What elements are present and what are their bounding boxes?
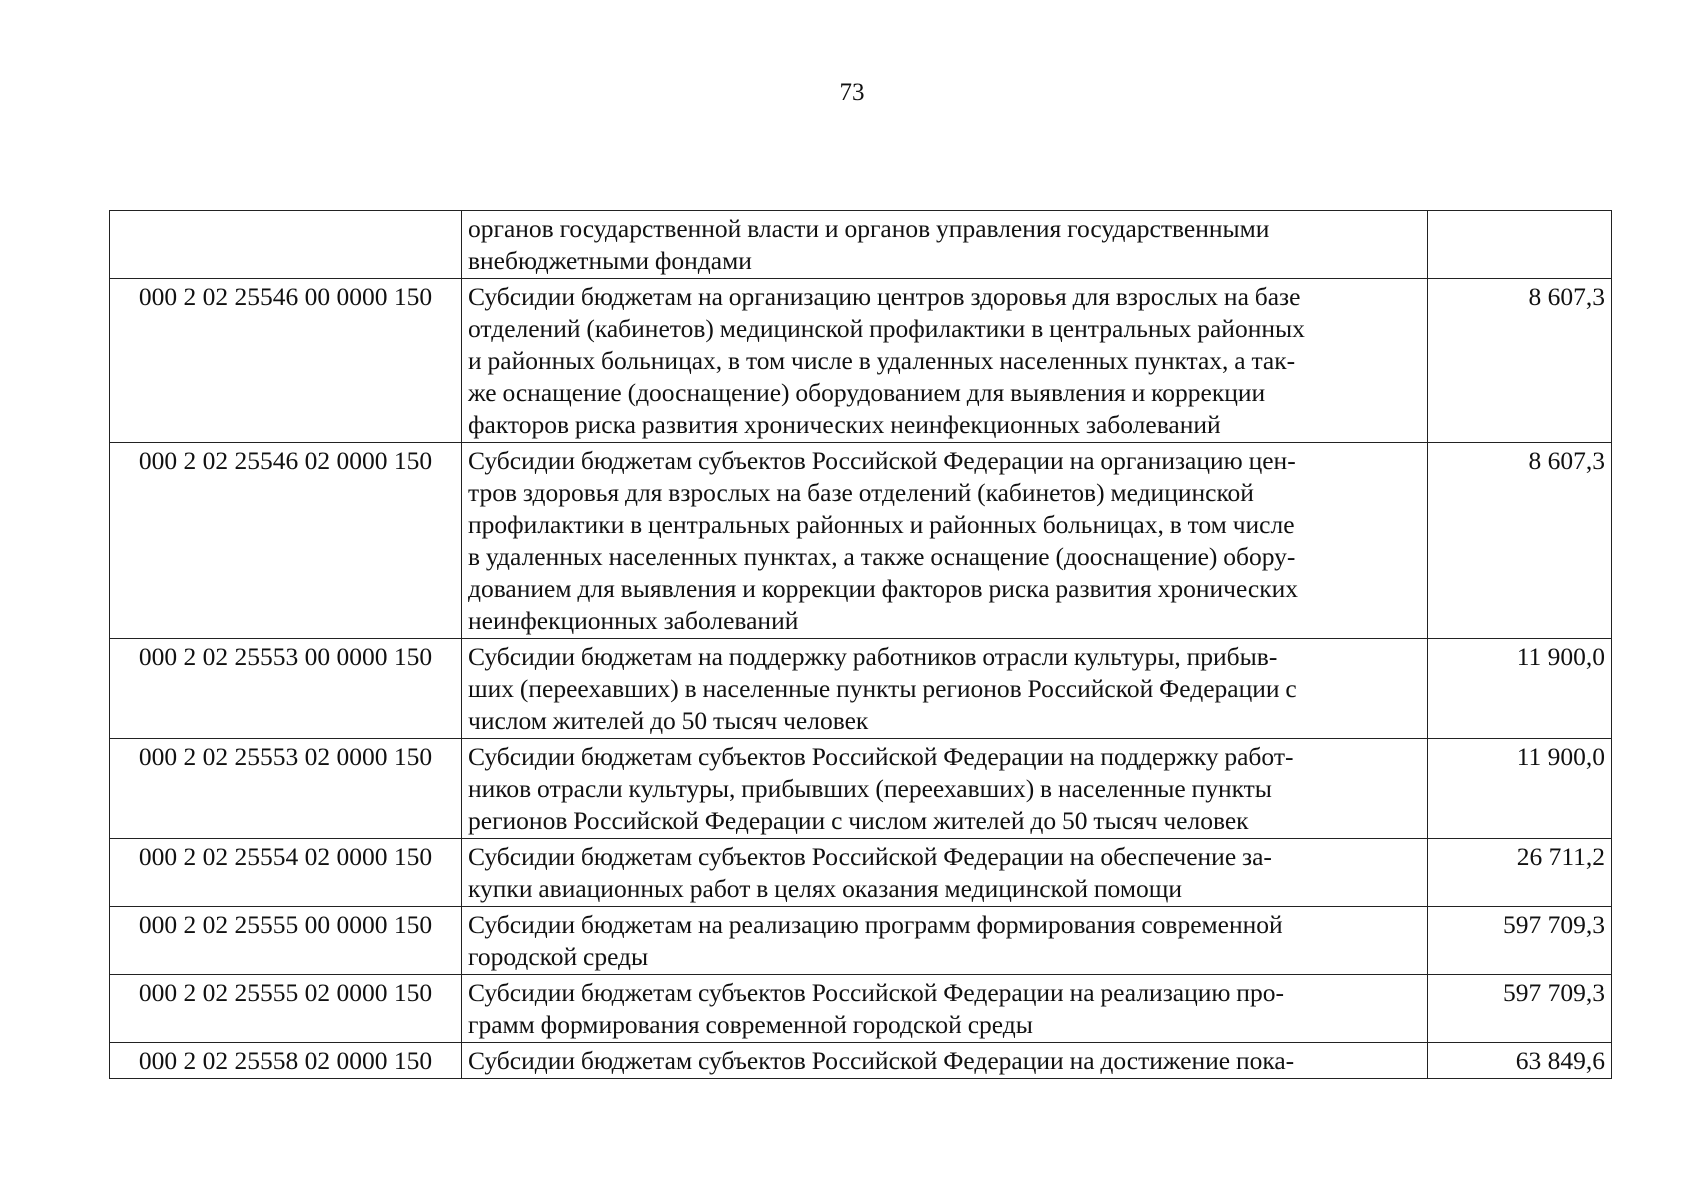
- amount: 8 607,3: [1428, 279, 1612, 443]
- subsidy-description: [462, 839, 1428, 907]
- description-line: ников отрасли культуры, прибывших (переехавших) в населенные пункты: [468, 774, 1272, 803]
- budget-code: 000 2 02 25546 02 0000 150: [110, 443, 462, 639]
- description-line: купки авиационных работ в целях оказания медицинской помощи: [468, 874, 1182, 903]
- description-line: тров здоровья для взрослых на базе отделений (кабинетов) медицинской: [468, 478, 1254, 507]
- subsidy-description: [462, 1043, 1428, 1079]
- description-line: Субсидии бюджетам на реализацию программ формирования современной: [468, 910, 1283, 939]
- description-line: Субсидии бюджетам субъектов Российской Федерации на реализацию про-: [468, 978, 1284, 1007]
- subsidy-description: [462, 739, 1428, 839]
- table-row: [110, 279, 1612, 443]
- description-line: Субсидии бюджетам субъектов Российской Федерации на поддержку работ-: [468, 742, 1294, 771]
- amount: 11 900,0: [1428, 739, 1612, 839]
- budget-code: 000 2 02 25555 00 0000 150: [110, 907, 462, 975]
- description-line: профилактики в центральных районных и районных больницах, в том числе: [468, 510, 1295, 539]
- amount: 597 709,3: [1428, 907, 1612, 975]
- amount: [1428, 211, 1612, 279]
- table-row: [110, 839, 1612, 907]
- amount: 26 711,2: [1428, 839, 1612, 907]
- budget-code: 000 2 02 25553 00 0000 150: [110, 639, 462, 739]
- description-line: органов государственной власти и органов управления государственными: [468, 214, 1270, 243]
- subsidy-description: [462, 907, 1428, 975]
- amount: 63 849,6: [1428, 1043, 1612, 1079]
- description-line: городской среды: [468, 942, 649, 971]
- table-row: [110, 639, 1612, 739]
- budget-code: [110, 211, 462, 279]
- budget-code: 000 2 02 25554 02 0000 150: [110, 839, 462, 907]
- description-line: неинфекционных заболеваний: [468, 606, 799, 635]
- description-line: регионов Российской Федерации с числом жителей до 50 тысяч человек: [468, 806, 1249, 835]
- budget-table-body: [110, 211, 1612, 1079]
- budget-code: 000 2 02 25553 02 0000 150: [110, 739, 462, 839]
- subsidy-description: [462, 975, 1428, 1043]
- subsidy-description: [462, 639, 1428, 739]
- table-row: [110, 739, 1612, 839]
- amount: 11 900,0: [1428, 639, 1612, 739]
- description-line: Субсидии бюджетам на поддержку работников отрасли культуры, прибыв-: [468, 642, 1278, 671]
- description-line: же оснащение (дооснащение) оборудованием для выявления и коррекции: [468, 378, 1266, 407]
- description-line: и районных больницах, в том числе в удаленных населенных пунктах, а так-: [468, 346, 1296, 375]
- subsidy-description: [462, 279, 1428, 443]
- description-line: грамм формирования современной городской среды: [468, 1010, 1033, 1039]
- description-line: факторов риска развития хронических неинфекционных заболеваний: [468, 410, 1221, 439]
- description-line: Субсидии бюджетам на организацию центров здоровья для взрослых на базе: [468, 282, 1301, 311]
- subsidy-description: [462, 443, 1428, 639]
- description-line: внебюджетными фондами: [468, 246, 752, 275]
- description-line: Субсидии бюджетам субъектов Российской Федерации на обеспечение за-: [468, 842, 1272, 871]
- subsidy-description: [462, 211, 1428, 279]
- description-line: Субсидии бюджетам субъектов Российской Федерации на достижение пока-: [468, 1046, 1295, 1075]
- table-row: [110, 1043, 1612, 1079]
- description-line: ших (переехавших) в населенные пункты регионов Российской Федерации с: [468, 674, 1297, 703]
- amount: 597 709,3: [1428, 975, 1612, 1043]
- budget-table: [109, 210, 1612, 1079]
- description-line: Субсидии бюджетам субъектов Российской Федерации на организацию цен-: [468, 446, 1296, 475]
- page-number: 73: [839, 79, 865, 106]
- budget-code: 000 2 02 25555 02 0000 150: [110, 975, 462, 1043]
- table-row: [110, 907, 1612, 975]
- budget-code: 000 2 02 25546 00 0000 150: [110, 279, 462, 443]
- budget-code: 000 2 02 25558 02 0000 150: [110, 1043, 462, 1079]
- description-line: в удаленных населенных пунктах, а также оснащение (дооснащение) обору-: [468, 542, 1296, 571]
- table-row: [110, 211, 1612, 279]
- description-line: отделений (кабинетов) медицинской профилактики в центральных районных: [468, 314, 1305, 343]
- description-line: дованием для выявления и коррекции факторов риска развития хронических: [468, 574, 1299, 603]
- table-row: [110, 443, 1612, 639]
- table-row: [110, 975, 1612, 1043]
- amount: 8 607,3: [1428, 443, 1612, 639]
- description-line: числом жителей до 50 тысяч человек: [468, 706, 869, 735]
